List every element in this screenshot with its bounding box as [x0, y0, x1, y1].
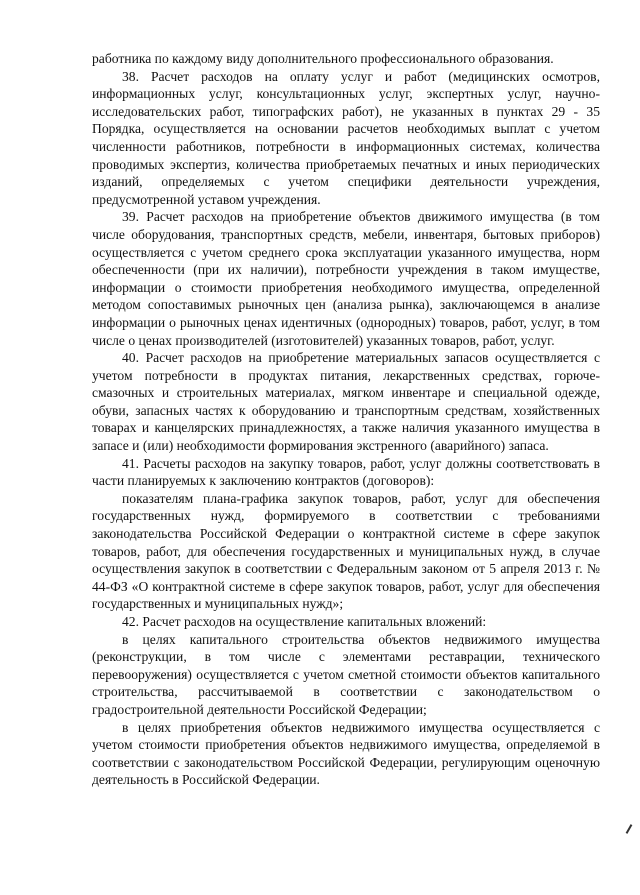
paragraph-42-item-2: в целях приобретения объектов недвижимого имущества осуществляется с учетом стоимости приобретения объектов недвижимого имущества, определяемой в соответствии с законодательством Российской Федерации, регулирующим оценочную деятельность в Российской Федерации.: [92, 719, 600, 788]
paragraph-40: 40. Расчет расходов на приобретение материальных запасов осуществляется с учетом потребности в продуктах питания, лекарственных средствах, горюче-смазочных и строительных материалах, мягком инвентаре и специальной одежде, обуви, запасных частях к оборудованию и транспортным средствам, хозяйственных товарах и канцелярских принадлежностях, а также наличия указанного имущества в запасе и (или) необходимости формирования экстренного (аварийного) запаса.: [92, 350, 600, 454]
paragraph-41-item: показателям плана-графика закупок товаров, работ, услуг для обеспечения государственных нужд, формируемого в соответствии с требованиями законодательства Российской Федерации о контрактной системе в сфере закупок товаров, работ, для обеспечения государственных и муниципальных нужд, в случае осуществления закупок в соответствии с Федеральным законом от 5 апреля 2013 г. № 44-ФЗ «О контрактной системе в сфере закупок товаров, работ, услуг для обеспечения государственных и муниципальных нужд»;: [92, 490, 600, 612]
document-body: [92, 50, 600, 789]
paragraph-38: 38. Расчет расходов на оплату услуг и работ (медицинских осмотров, информационных услуг, консультационных услуг, экспертных услуг, научно-исследовательских работ, типографских работ), не указанных в пунктах 29 - 35 Порядка, осуществляется на основании расчетов необходимых выплат с учетом численности работников, потребности в информационных системах, количества проводимых экспертиз, количества приобретаемых печатных и иных периодических изданий, определяемых с учетом специфики деятельности учреждения, предусмотренной уставом учреждения.: [92, 68, 600, 207]
paragraph-41: 41. Расчеты расходов на закупку товаров, работ, услуг должны соответствовать в части планируемых к заключению контрактов (договоров):: [92, 455, 600, 489]
paragraph-continuation: работника по каждому виду дополнительного профессионального образования.: [92, 51, 554, 66]
paragraph-39: 39. Расчет расходов на приобретение объектов движимого имущества (в том числе оборудования, транспортных средств, мебели, инвентаря, бытовых приборов) осуществляется с учетом среднего срока эксплуатации указанного имущества, норм обеспеченности (при их наличии), потребности учреждения в таком имуществе, информации о стоимости приобретения необходимого имущества, определенной методом сопоставимых рыночных цен (анализа рынка), заключающемся в анализе информации о рыночных ценах идентичных (однородных) товаров, работ, услуг, в том числе о ценах производителей (изготовителей) указанных товаров, работ, услуг.: [92, 209, 600, 348]
paragraph-42-item-1: в целях капитального строительства объектов недвижимого имущества (реконструкции, в том числе с элементами реставрации, технического перевооружения) осуществляется с учетом сметной стоимости объектов капитального строительства, рассчитываемой в соответствии с законодательством о градостроительной деятельности Российской Федерации;: [92, 631, 600, 717]
scan-mark: [626, 824, 633, 834]
paragraph-42: 42. Расчет расходов на осуществление капитальных вложений:: [122, 614, 487, 629]
